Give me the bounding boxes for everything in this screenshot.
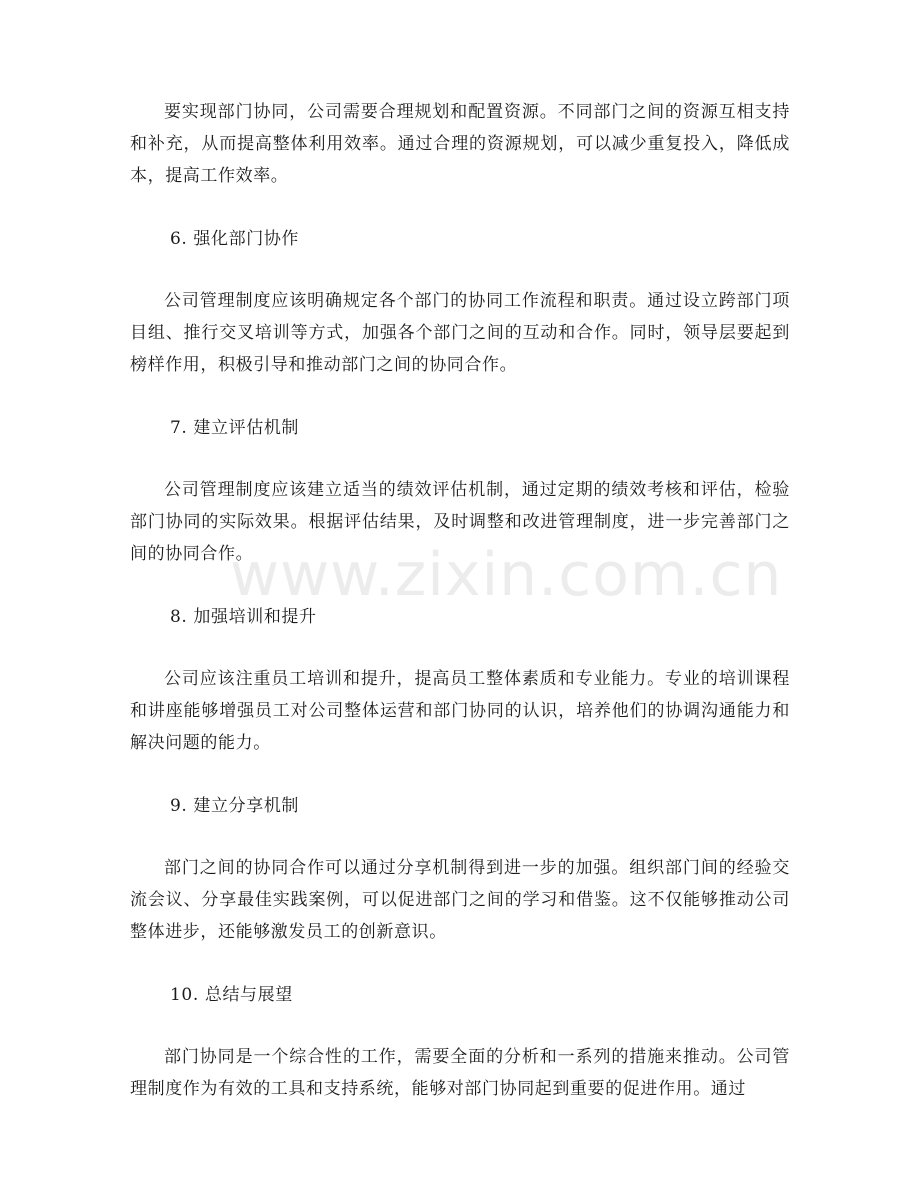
body-paragraph: 部门之间的协同合作可以通过分享机制得到进一步的加强。组织部门间的经验交流会议、分享最佳实践案例，可以促进部门之间的学习和借鉴。这不仅能够推动公司整体进步，还能够激发员工的创新意识。 <box>130 858 790 942</box>
body-paragraph: 公司应该注重员工培训和提升，提高员工整体素质和专业能力。专业的培训课程和讲座能够增强员工对公司整体运营和部门协同的认识，培养他们的协调沟通能力和解决问题的能力。 <box>130 669 790 753</box>
body-paragraph: 公司管理制度应该明确规定各个部门的协同工作流程和职责。通过设立跨部门项目组、推行交叉培训等方式，加强各个部门之间的互动和合作。同时，领导层要起到榜样作用，积极引导和推动部门之间的协同合作。 <box>130 291 790 375</box>
section-heading: 9. 建立分享机制 <box>170 796 300 816</box>
document-body <box>130 96 790 1105</box>
watermark-text: www.zixin.com.cn <box>230 540 783 610</box>
section-heading: 7. 建立评估机制 <box>170 418 300 438</box>
body-paragraph: 公司管理制度应该建立适当的绩效评估机制，通过定期的绩效考核和评估，检验部门协同的实际效果。根据评估结果，及时调整和改进管理制度，进一步完善部门之间的协同合作。 <box>130 480 790 564</box>
section-heading: 10. 总结与展望 <box>170 985 293 1005</box>
body-paragraph: 要实现部门协同，公司需要合理规划和配置资源。不同部门之间的资源互相支持和补充，从而提高整体利用效率。通过合理的资源规划，可以减少重复投入，降低成本，提高工作效率。 <box>130 102 790 186</box>
section-heading: 6. 强化部门协作 <box>170 229 300 249</box>
body-paragraph: 部门协同是一个综合性的工作，需要全面的分析和一系列的措施来推动。公司管理制度作为有效的工具和支持系统，能够对部门协同起到重要的促进作用。通过 <box>130 1047 790 1099</box>
section-heading: 8. 加强培训和提升 <box>170 607 317 627</box>
